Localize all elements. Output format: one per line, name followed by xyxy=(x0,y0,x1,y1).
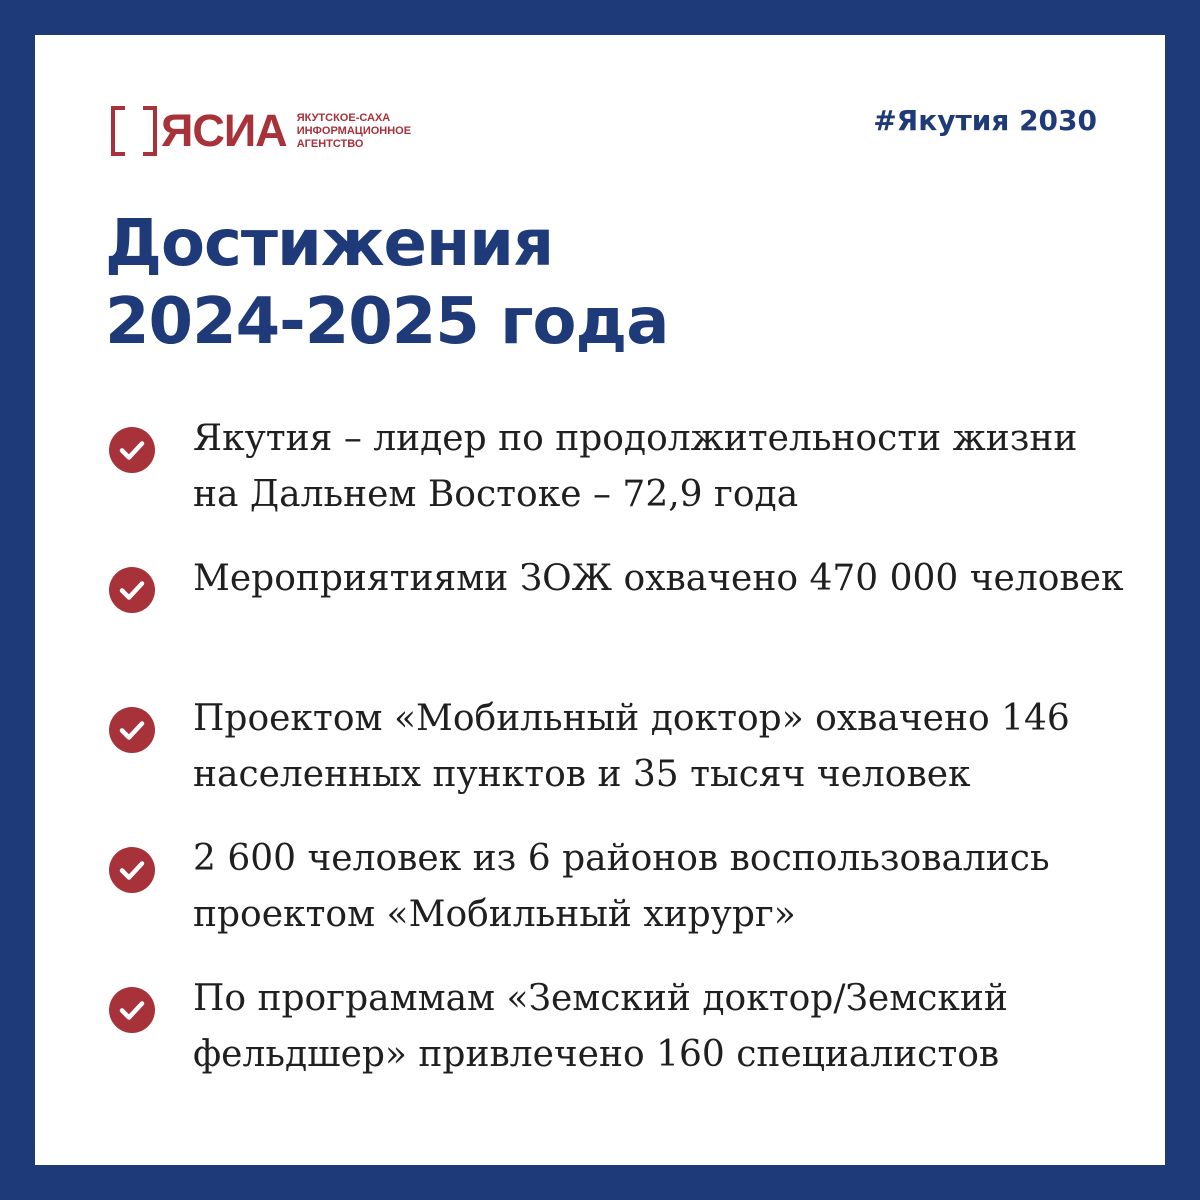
content-card xyxy=(35,35,1165,1165)
title-line-2: 2024-2025 года xyxy=(105,285,669,359)
hashtag: #Якутия 2030 xyxy=(873,104,1097,137)
list-item-text: 2 600 человек из 6 районов воспользовались проектом «Мобильный хирург» xyxy=(193,838,1050,935)
list-item-text: По программам «Земский доктор/Земский фельдшер» привлечено 160 специалистов xyxy=(193,978,1008,1075)
list-item-text: Проектом «Мобильный доктор» охвачено 146 населенных пунктов и 35 тысяч человек xyxy=(193,698,1070,795)
check-circle-icon xyxy=(109,707,155,753)
check-circle-icon xyxy=(109,847,155,893)
check-circle-icon xyxy=(109,427,155,473)
check-circle-icon xyxy=(109,567,155,613)
logo-wordmark: ЯСИА xyxy=(161,105,287,156)
title-line-1: Достижения xyxy=(105,207,554,281)
achievements-list xyxy=(35,35,1165,1165)
list-item-text: Якутия – лидер по продолжительности жизни на Дальнем Востоке – 72,9 года xyxy=(193,418,1078,515)
check-circle-icon xyxy=(109,987,155,1033)
list-item-text: Мероприятиями ЗОЖ охвачено 470 000 человек xyxy=(193,558,1124,599)
logo-subtitle: ЯКУТСКОЕ-САХА ИНФОРМАЦИОННОЕ АГЕНТСТВО xyxy=(296,111,412,150)
